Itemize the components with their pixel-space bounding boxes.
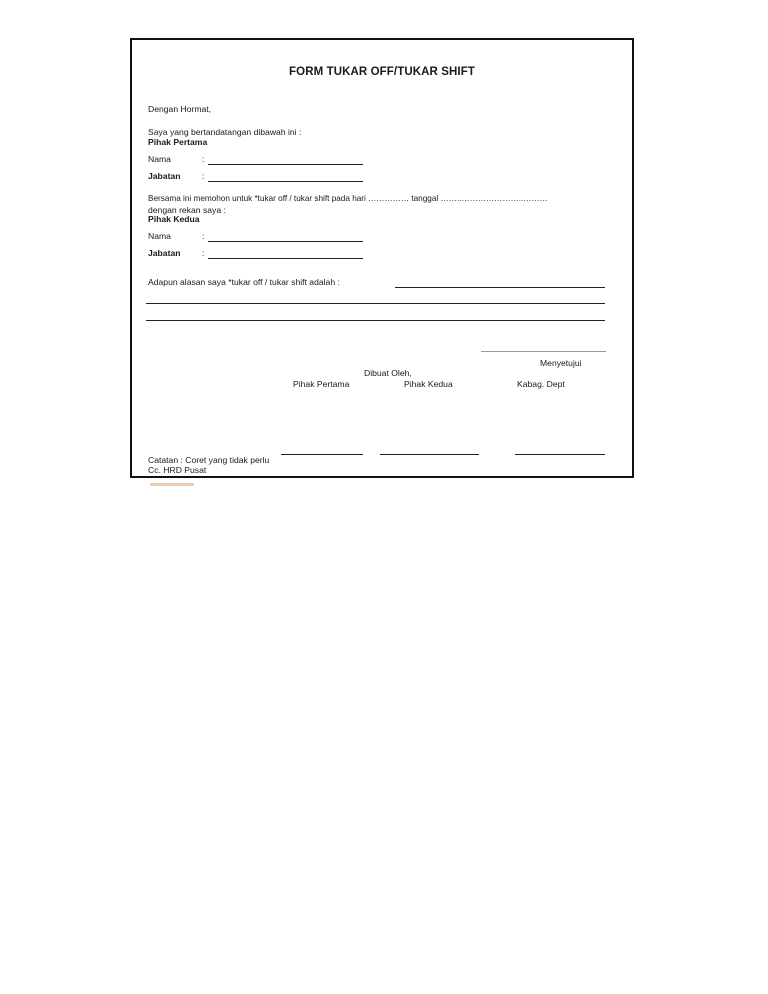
second-party-position-colon: :: [202, 248, 205, 258]
second-party-heading: Pihak Kedua: [148, 214, 200, 224]
first-party-position-colon: :: [202, 171, 205, 181]
first-party-heading: Pihak Pertama: [148, 137, 208, 147]
second-party-position-label: Jabatan: [148, 248, 181, 258]
reason-line-1[interactable]: [395, 287, 605, 288]
first-party-position-field[interactable]: [208, 181, 363, 182]
first-party-name-colon: :: [202, 154, 205, 164]
with-colleague-text: dengan rekan saya :: [148, 205, 226, 215]
accent-mark: [150, 483, 194, 486]
dept-head-signature-line[interactable]: [515, 454, 605, 455]
first-party-name-label: Nama: [148, 154, 171, 164]
intro-text: Saya yang bertandatangan dibawah ini :: [148, 127, 302, 137]
first-party-name-field[interactable]: [208, 164, 363, 165]
second-party-name-colon: :: [202, 231, 205, 241]
second-party-signature-line[interactable]: [380, 454, 479, 455]
request-text: Bersama ini memohon untuk *tukar off / tukar shift pada hari …………… tanggal ……..…………………..………: [148, 194, 548, 203]
cc-text: Cc. HRD Pusat: [148, 465, 207, 475]
made-by-label: Dibuat Oleh,: [364, 368, 412, 378]
approval-top-line: [481, 351, 606, 352]
reason-line-3[interactable]: [146, 320, 605, 321]
approved-label: Menyetujui: [540, 358, 582, 368]
first-party-position-label: Jabatan: [148, 171, 181, 181]
second-party-name-field[interactable]: [208, 241, 363, 242]
second-party-position-field[interactable]: [208, 258, 363, 259]
reason-line-2[interactable]: [146, 303, 605, 304]
dept-head-signature-label: Kabag. Dept: [517, 379, 565, 389]
first-party-signature-label: Pihak Pertama: [293, 379, 350, 389]
first-party-signature-line[interactable]: [281, 454, 363, 455]
form-sheet: [130, 38, 634, 478]
form-title: FORM TUKAR OFF/TUKAR SHIFT: [289, 66, 475, 78]
second-party-name-label: Nama: [148, 231, 171, 241]
second-party-signature-label: Pihak Kedua: [404, 379, 453, 389]
greeting: Dengan Hormat,: [148, 104, 212, 114]
reason-label: Adapun alasan saya *tukar off / tukar shift adalah :: [148, 277, 340, 287]
note-text: Catatan : Coret yang tidak perlu: [148, 455, 270, 465]
